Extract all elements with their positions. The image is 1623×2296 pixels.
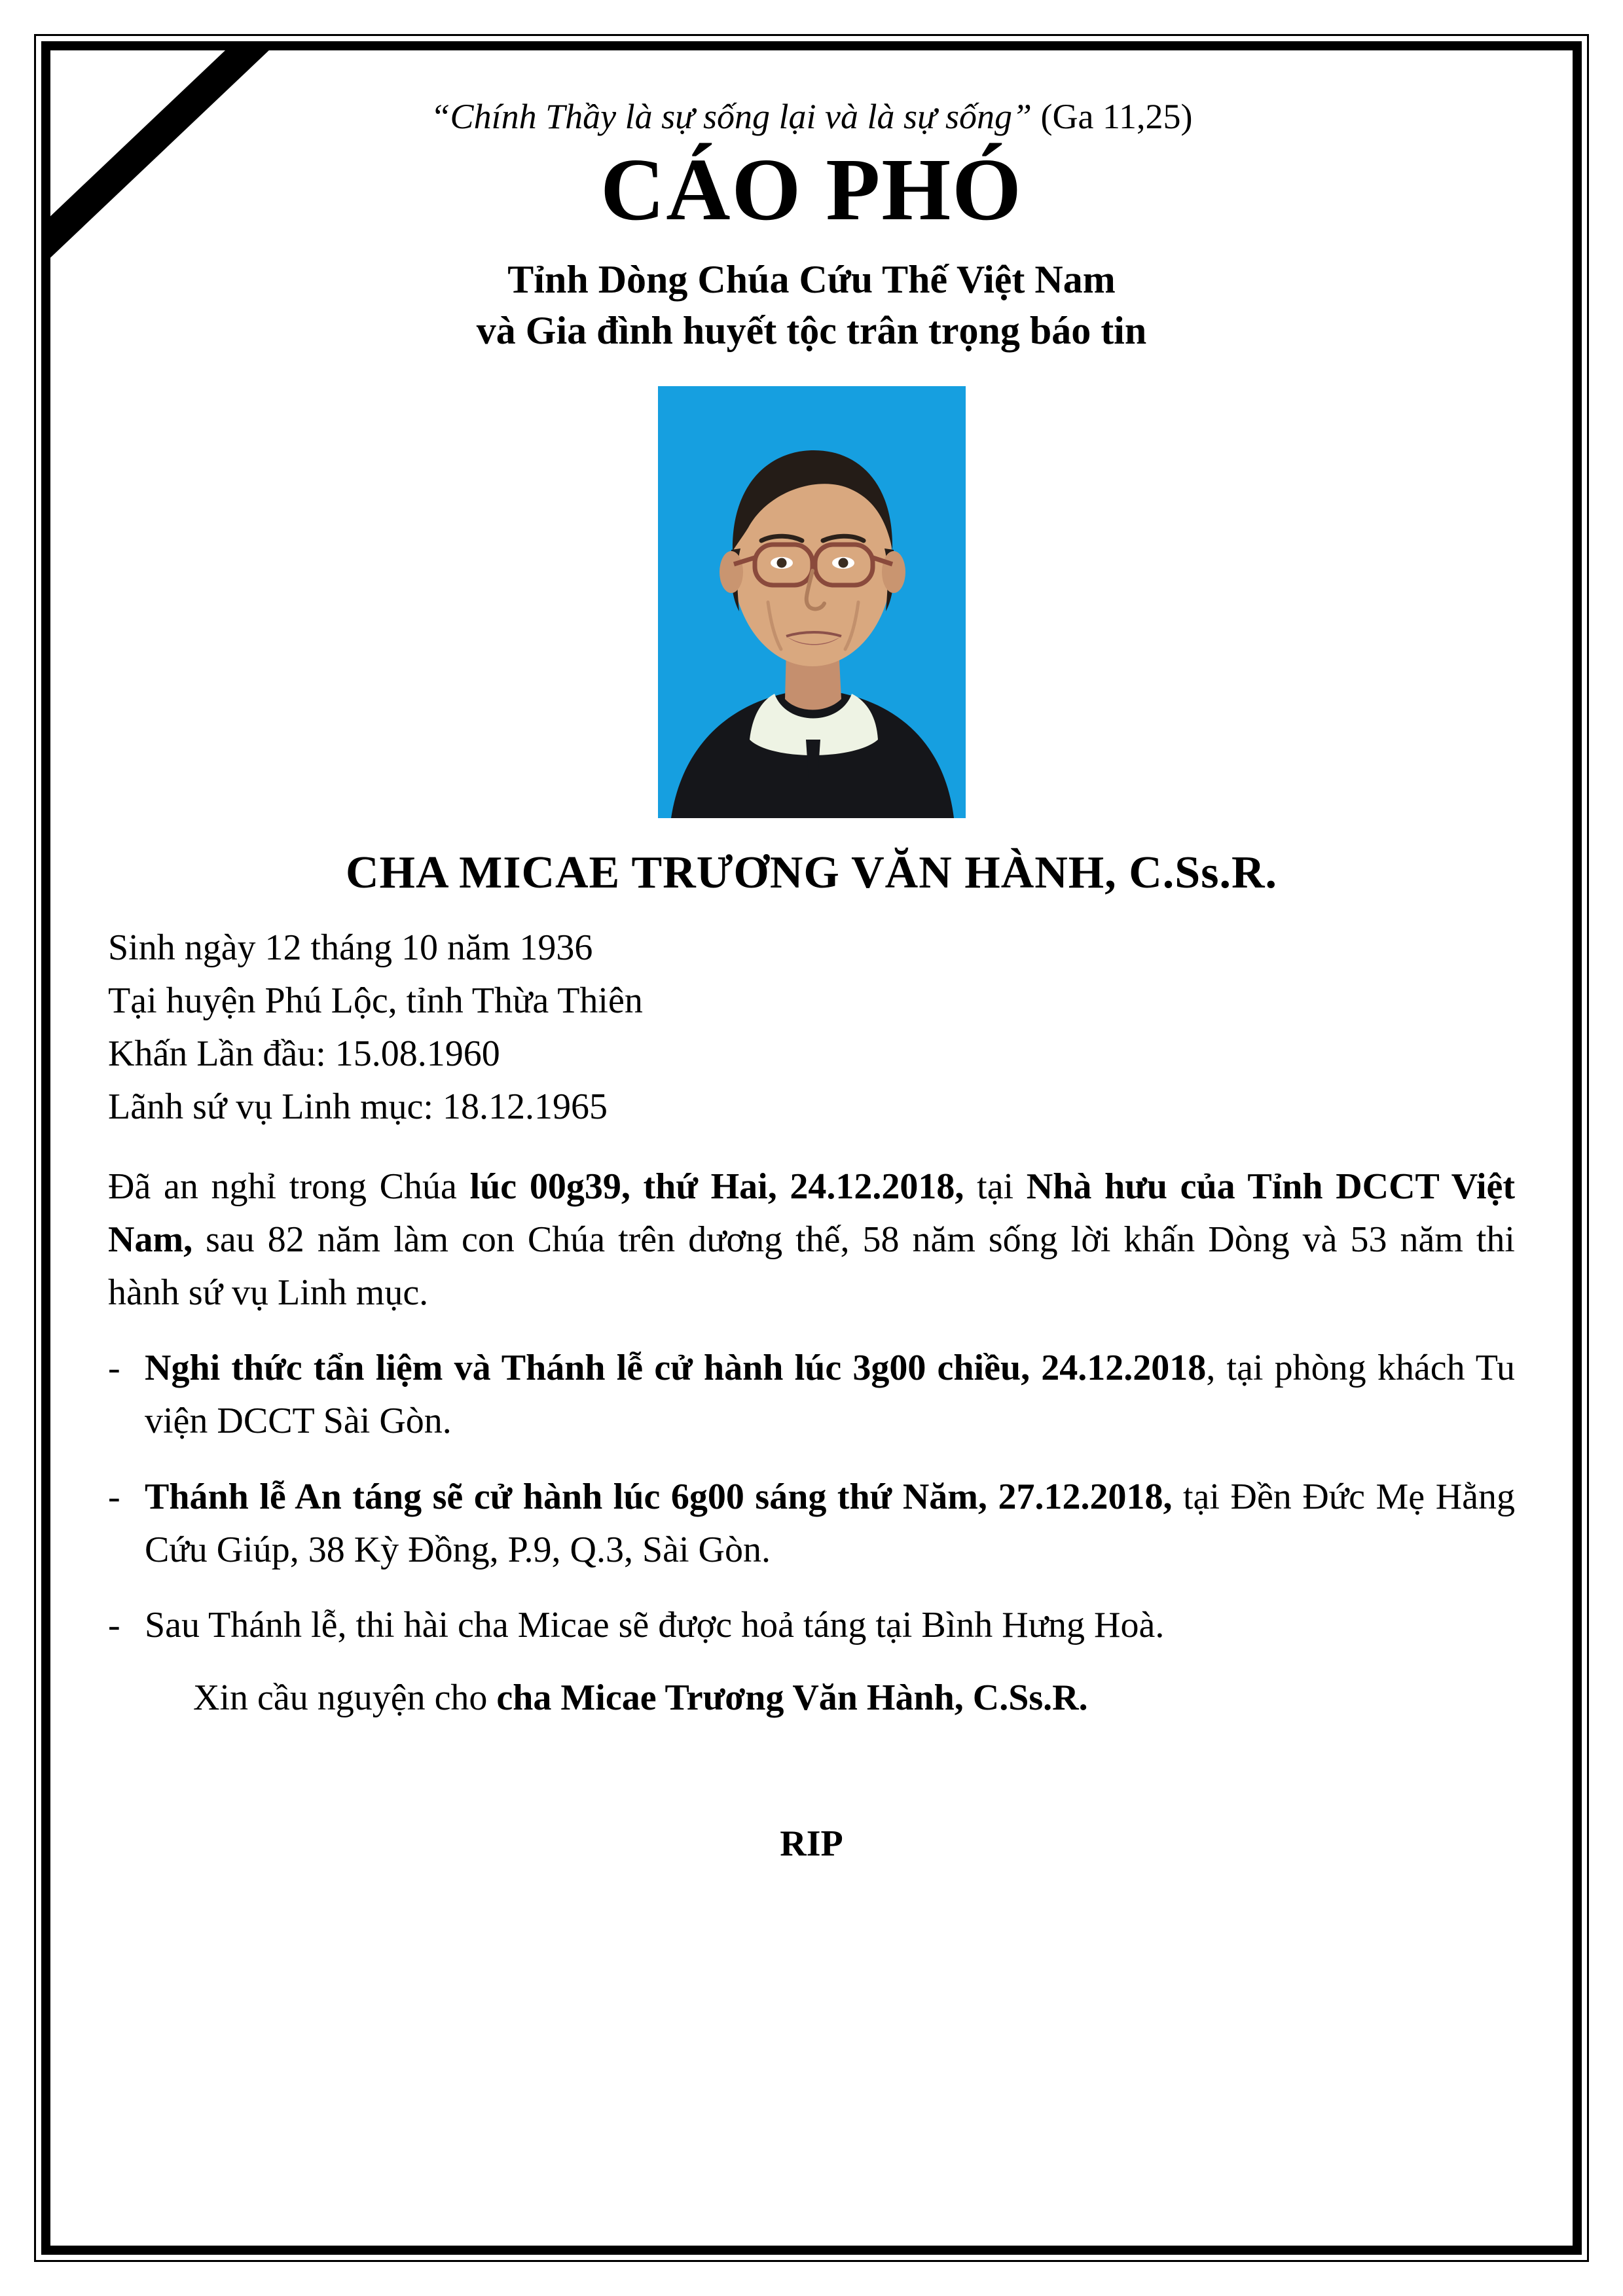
event-item-cremation (108, 1599, 1515, 1652)
prayer-request-name-bold: cha Micae Trương Văn Hành, C.Ss.R. (496, 1677, 1088, 1719)
event-text-wake (145, 1342, 1515, 1448)
organization-line-2: và Gia đình huyết tộc trân trọng báo tin (476, 308, 1147, 352)
bullet-dash-icon: - (108, 1348, 120, 1389)
prayer-request-regular: Xin cầu nguyện cho (193, 1677, 497, 1719)
death-notice-time-bold: lúc 00g39, thứ Hai, 24.12.2018, (469, 1166, 964, 1207)
page-title: CÁO PHÓ (600, 141, 1023, 240)
page-border-outer (34, 34, 1589, 2262)
portrait-illustration (658, 386, 966, 818)
portrait-container (108, 386, 1515, 818)
scripture-quote (108, 96, 1515, 137)
scripture-reference: (Ga 11,25) (1032, 97, 1193, 136)
biography-line-birthplace: Tại huyện Phú Lộc, tỉnh Thừa Thiên (108, 980, 643, 1022)
event-funeral-mass-regular: tại Đền Đức Mẹ Hằng Cứu Giúp, 38 Kỳ Đồng, P.9, Q.3, Sài Gòn. (145, 1476, 1515, 1570)
event-funeral-mass-bold: Thánh lễ An táng sẽ cử hành lúc 6g00 sáng thứ Năm, 27.12.2018, (145, 1476, 1173, 1517)
deceased-name: CHA MICAE TRƯƠNG VĂN HÀNH, C.Ss.R. (345, 847, 1278, 898)
announcement-content (108, 74, 1515, 2222)
bullet-dash-icon: - (108, 1476, 120, 1517)
event-cremation-regular: Sau Thánh lễ, thi hài cha Micae sẽ được hoả táng tại Bình Hưng Hoà. (145, 1604, 1165, 1645)
bullet-dash-icon: - (108, 1604, 120, 1645)
organization-line-1: Tỉnh Dòng Chúa Cứu Thế Việt Nam (507, 257, 1116, 301)
portrait-photo (658, 386, 966, 818)
death-notice-part-3: sau 82 năm làm con Chúa trên dương thế, 58 năm sống lời khấn Dòng và 53 năm thi hành sứ vụ Linh mục. (108, 1219, 1515, 1314)
death-notice-part-2: tại (964, 1166, 1027, 1207)
event-item-funeral-mass (108, 1471, 1515, 1577)
prayer-request (108, 1672, 1515, 1725)
event-text-cremation (145, 1599, 1515, 1652)
biography-line-birth: Sinh ngày 12 tháng 10 năm 1936 (108, 927, 593, 968)
closing-rip: RIP (780, 1823, 843, 1865)
event-wake-regular: , tại phòng khách Tu viện DCCT Sài Gòn. (145, 1348, 1515, 1442)
event-text-funeral-mass (145, 1471, 1515, 1577)
death-notice-place-bold: Nhà hưu của Tỉnh DCCT Việt Nam, (108, 1166, 1515, 1260)
biography-line-ordination: Lãnh sứ vụ Linh mục: 18.12.1965 (108, 1086, 608, 1128)
biography-block (108, 922, 1515, 1134)
organization-block (108, 254, 1515, 356)
page-border-inner (41, 41, 1582, 2255)
death-notice-part-1: Đã an nghỉ trong Chúa (108, 1166, 470, 1207)
event-item-wake (108, 1342, 1515, 1448)
death-notice-paragraph (108, 1160, 1515, 1320)
biography-line-first-vows: Khấn Lần đầu: 15.08.1960 (108, 1033, 500, 1075)
funeral-events-list (108, 1342, 1515, 1652)
event-wake-bold: Nghi thức tẩn liệm và Thánh lễ cử hành lúc 3g00 chiều, 24.12.2018 (145, 1348, 1207, 1389)
scripture-quote-text: “Chính Thầy là sự sống lại và là sự sống” (430, 97, 1032, 136)
